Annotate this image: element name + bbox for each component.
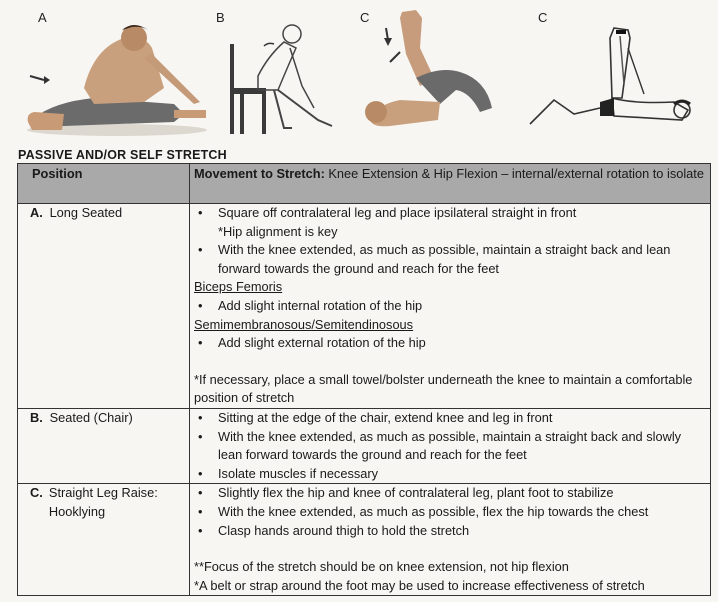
list-item: • Add slight internal rotation of the hip — [194, 297, 706, 316]
table-row — [18, 204, 711, 409]
straight-leg-raise-illustration — [360, 8, 498, 138]
list-item: • Sitting at the edge of the chair, extend knee and leg in front — [194, 409, 706, 428]
strap-stretch-illustration — [524, 24, 694, 132]
list-item: • With the knee extended, as much as possible, maintain a straight back and slowly lean forward towards the ground and reach for the feet — [194, 428, 706, 465]
movement-cell-a — [190, 204, 711, 409]
muscle-label: Biceps Femoris — [194, 279, 283, 295]
section-title: PASSIVE AND/OR SELF STRETCH — [18, 148, 227, 162]
position-cell-c: C. Straight Leg Raise: Hooklying — [18, 484, 190, 596]
header-position: Position — [18, 164, 190, 204]
figure-label-c1: C — [360, 10, 370, 25]
figure-label-b: B — [216, 10, 225, 25]
position-cell-a: A. Long Seated — [18, 204, 190, 409]
note: *A belt or strap around the foot may be used to increase effectiveness of stretch — [194, 577, 645, 593]
figure-label-c2: C — [538, 10, 548, 25]
list-item: • Slightly flex the hip and knee of contralateral leg, plant foot to stabilize — [194, 484, 706, 503]
list-item: • Square off contralateral leg and place ipsilateral straight in front *Hip alignment is key — [194, 204, 706, 241]
seated-chair-illustration — [218, 16, 336, 136]
table-row — [18, 484, 711, 596]
figure-label-a: A — [38, 10, 47, 25]
note: **Focus of the stretch should be on knee extension, not hip flexion — [194, 559, 569, 575]
position-cell-b: B. Seated (Chair) — [18, 408, 190, 483]
long-seated-illustration — [24, 18, 210, 136]
figure-strip — [0, 0, 718, 150]
stretch-table — [17, 163, 711, 596]
movement-cell-b — [190, 408, 711, 483]
table-header-row — [18, 164, 711, 204]
note: *If necessary, place a small towel/bolster underneath the knee to maintain a comfortable position of stretch — [194, 371, 693, 406]
muscle-label: Semimembranosous/Semitendinosous — [194, 316, 414, 332]
header-movement: Movement to Stretch: Knee Extension & Hip Flexion – internal/external rotation to isolate — [190, 164, 711, 204]
list-item: • With the knee extended, as much as possible, flex the hip towards the chest — [194, 503, 706, 522]
list-item: • Isolate muscles if necessary — [194, 465, 706, 484]
table-row — [18, 408, 711, 483]
list-item: • Add slight external rotation of the hip — [194, 334, 706, 353]
movement-cell-c — [190, 484, 711, 596]
list-item: • Clasp hands around thigh to hold the stretch — [194, 522, 706, 541]
list-item: • With the knee extended, as much as possible, maintain a straight back and lean forward towards the ground and reach for the feet — [194, 241, 706, 278]
